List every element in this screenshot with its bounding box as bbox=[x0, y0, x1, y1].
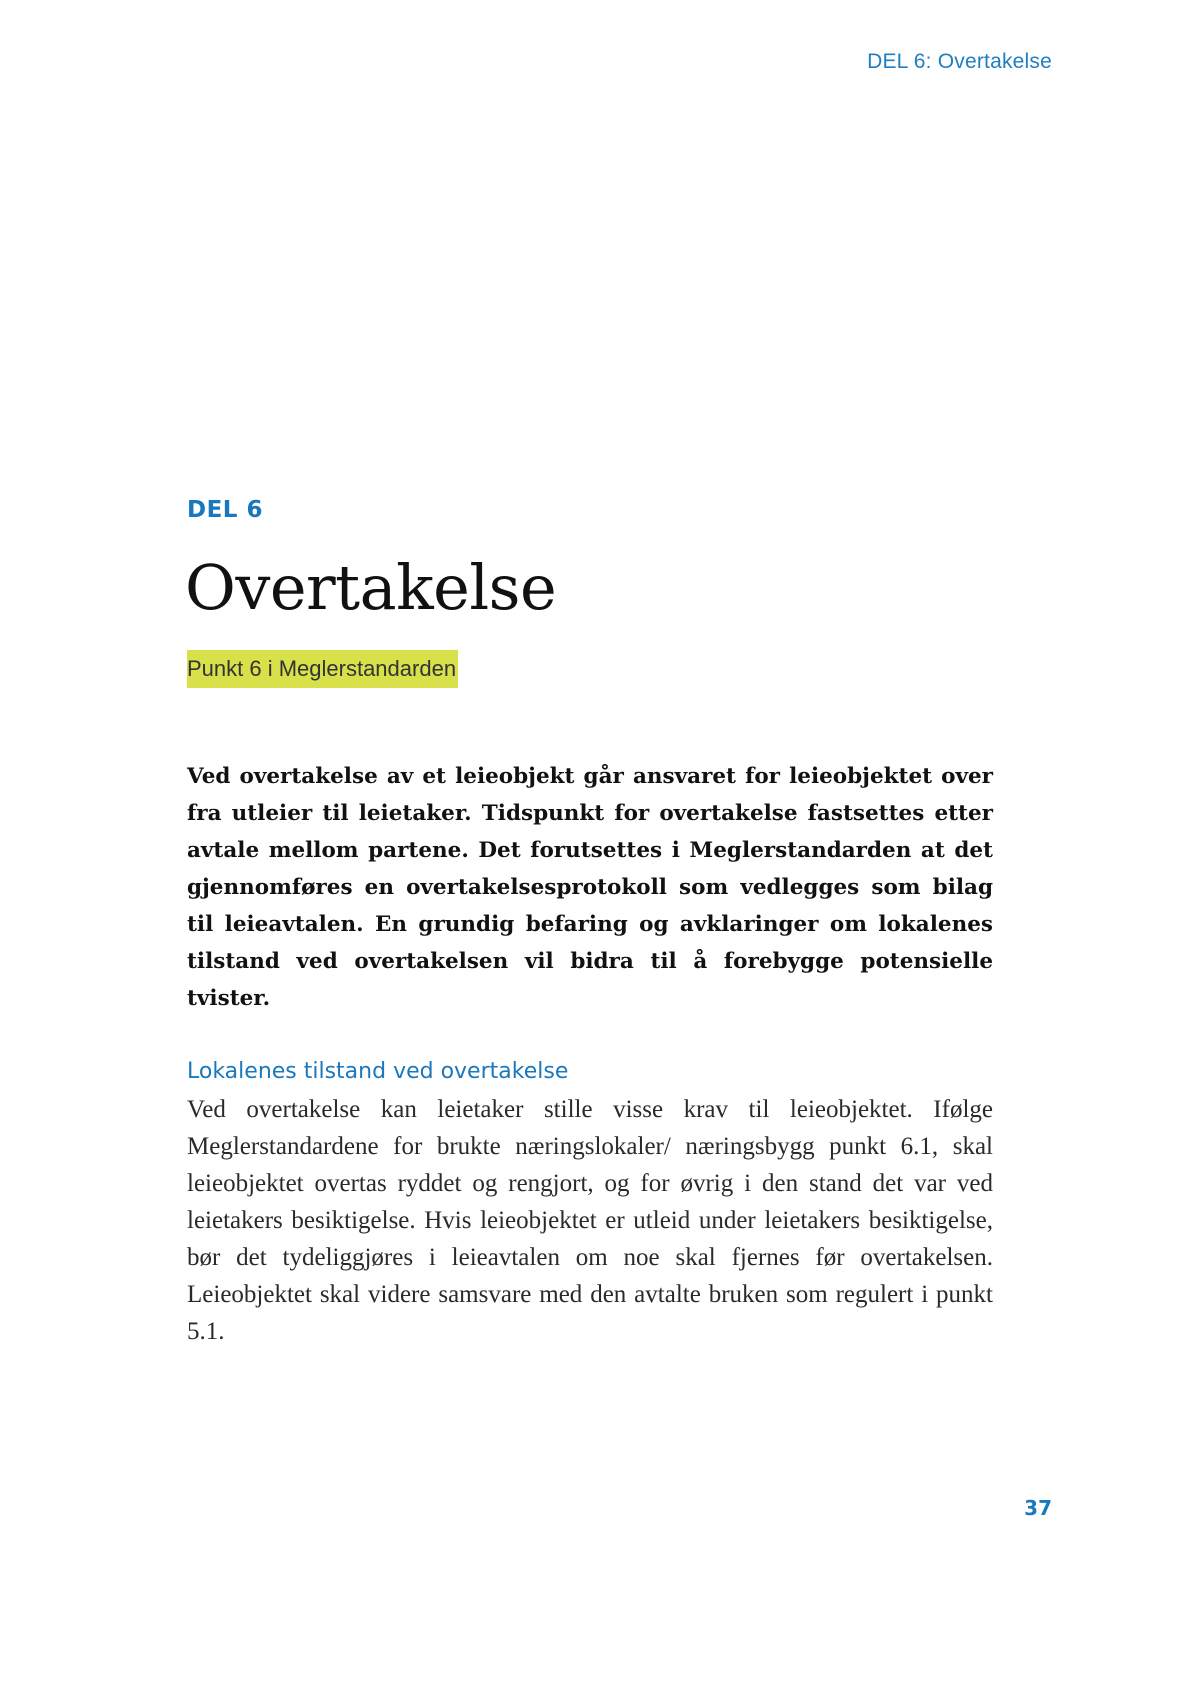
part-label: DEL 6 bbox=[187, 497, 263, 523]
page-number: 37 bbox=[1024, 1496, 1052, 1520]
subtitle-wrapper bbox=[187, 624, 993, 688]
section-body: Ved overtakelse kan leietaker stille visse krav til leieobjektet. Ifølge Meglerstandardene for brukte næringslokaler/ næringsbygg punkt 6.1, skal leieobjektet overtas ryddet og rengjort, og for øvrig i den stand det var ved leietakers besiktigelse. Hvis leieobjektet er utleid under leietakers besiktigelse, bør det tydeliggjøres i leieavtalen om noe skal fjernes før overtakelsen. Leieobjektet skal videre samsvare med den avtalte bruken som regulert i punkt 5.1. bbox=[187, 1096, 993, 1345]
subtitle-highlight: Punkt 6 i Meglerstandarden bbox=[187, 650, 458, 688]
running-header: DEL 6: Overtakelse bbox=[867, 50, 1052, 73]
section-heading: Lokalenes tilstand ved overtakelse bbox=[187, 1059, 569, 1084]
lead-paragraph: Ved overtakelse av et leieobjekt går ansvaret for leieobjektet over fra utleier til leietaker. Tidspunkt for overtakelse fastsettes etter avtale mellom partene. Det forutsettes i Meglerstandarden at det gjennomføres en overtakelsesprotokoll som vedlegges som bilag til leieavtalen. En grundig befaring og avklaringer om lokalenes tilstand ved overtakelsen vil bidra til å forebygge potensielle tvister. bbox=[187, 764, 993, 1011]
chapter-content bbox=[187, 492, 993, 1350]
page-title: Overtakelse bbox=[185, 551, 557, 624]
